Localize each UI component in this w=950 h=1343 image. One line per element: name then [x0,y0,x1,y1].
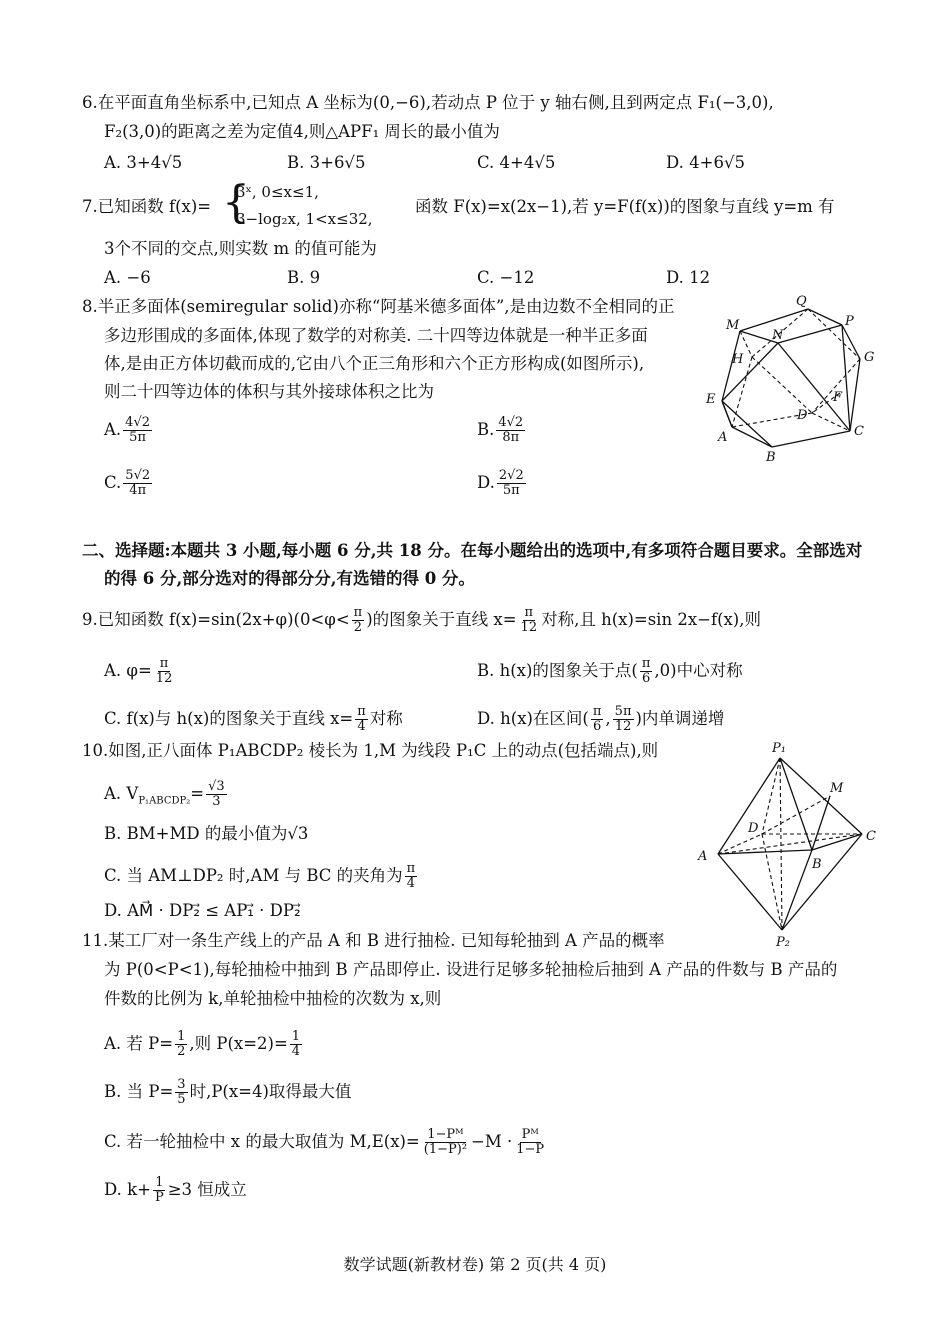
q8-option-d: D. $\frac{2√2}{5\pi}$ [477,468,524,498]
q8-option-c: C. $\frac{5√2}{4\pi}$ [104,468,151,498]
q11-option-b: B. 当 P= $\frac{3}{5}$ 时,P(x=4)取得最大值 [104,1077,352,1107]
q10-line1: 10.如图,正八面体 P₁ABCDP₂ 棱长为 1,M 为线段 P₁C 上的动点(包括端点),则 [82,741,659,760]
q8-figure-cuboctahedron [700,295,880,465]
q10-option-c: C. 当 AM⊥DP₂ 时,AM 与 BC 的夹角为 $\frac{\pi}{4}$ [104,861,416,891]
svg-text:P₁: P₁ [772,741,786,756]
q7-option-b: B. 9 [287,268,321,287]
q8-option-a: A. $\frac{4√2}{5\pi}$ [104,415,150,445]
q6-option-b: B. 3+6√5 [287,153,366,172]
q7-brace: { [222,177,250,228]
q10-figure-octahedron [690,738,890,948]
q9-option-a: A. φ= $\frac{\pi}{12}$ [104,656,173,686]
q8-line1: 8.半正多面体(semiregular solid)亦称“阿基米德多面体”,是由边数不全相同的正 [82,297,675,316]
q6-option-a: A. 3+4√5 [104,153,183,172]
q8-option-b: B. $\frac{4√2}{8\pi}$ [477,415,524,445]
q8-line4: 则二十四等边体的体积与其外接球体积之比为 [104,382,434,401]
q6-option-d: D. 4+6√5 [666,153,745,172]
q8-line2: 多边形围成的多面体,体现了数学的对称美. 二十四等边体就是一种半正多面 [104,326,648,345]
svg-text:F: F [833,390,843,405]
svg-text:D: D [748,821,759,836]
svg-text:B: B [812,857,822,872]
q7-option-c: C. −12 [477,268,535,287]
q6-option-c: C. 4+4√5 [477,153,556,172]
svg-text:M: M [830,781,844,796]
q7-prefix: 7.已知函数 f(x)= [82,197,212,216]
q7-case1: 3ˣ, 0≤x≤1, [236,183,319,201]
q8-line3: 体,是由正方体切截而成的,它由八个正三角形和六个正方形构成(如图所示), [104,354,645,373]
q10-option-d: D. AM⃗ · DP₂⃗ ≤ AP₁⃗ · DP₂⃗ [104,901,301,920]
q11-option-c: C. 若一轮抽检中 x 的最大取值为 M,E(x)= $\frac{\text{1−Pᴹ}}{\text{(1−P)²}}$ −M · $\frac{\text{Pᴹ}}{1-P}$ [104,1127,545,1157]
q9-option-d: D. h(x)在区间( $\frac{\pi}{6}$ , $\frac{5\pi}{12}$ )内单调递增 [477,704,725,734]
q6-line1: 6.在平面直角坐标系中,已知点 A 坐标为(0,−6),若动点 P 位于 y 轴右侧,且到两定点 F₁(−3,0), [82,93,774,112]
svg-text:C: C [866,829,876,844]
q7-option-d: D. 12 [666,268,711,287]
svg-text:D: D [797,408,808,423]
svg-text:E: E [706,392,716,407]
section2-line2: 的得 6 分,部分选对的得部分分,有选错的得 0 分。 [104,569,475,588]
page-footer: 数学试题(新教材卷) 第 2 页(共 4 页) [343,1255,607,1274]
q7-option-a: A. −6 [104,268,151,287]
svg-text:B: B [766,450,776,465]
q7-suffix: 函数 F(x)=x(2x−1),若 y=F(f(x))的图象与直线 y=m 有 [415,197,835,216]
svg-text:A: A [698,849,708,864]
svg-text:P: P [845,314,854,329]
q6-line2: F₂(3,0)的距离之差为定值4,则△APF₁ 周长的最小值为 [104,122,500,141]
q9-option-b: B. h(x)的图象关于点( $\frac{\pi}{6}$ ,0)中心对称 [477,656,743,686]
q10-option-a: A. $V_{P_1ABCDP_2}=$ $\frac{√3}{3}$ [104,779,225,809]
q9-option-c: C. f(x)与 h(x)的图象关于直线 x= $\frac{\pi}{4}$ 对称 [104,704,403,734]
q11-line2: 为 P(0<P<1),每轮抽检中抽到 B 产品即停止. 设进行足够多轮抽检后抽到 A 产品的件数与 B 产品的 [104,960,838,979]
q7-line2: 3个不同的交点,则实数 m 的值可能为 [104,239,377,258]
svg-text:P₂: P₂ [776,935,790,948]
q11-option-d: D. k+ $\frac{1}{P}$ ≥3 恒成立 [104,1175,247,1205]
svg-text:M: M [726,318,740,333]
section2-line1: 二、选择题:本题共 3 小题,每小题 6 分,共 18 分。在每小题给出的选项中,有多项符合题目要求。全部选对 [82,541,863,560]
q11-line3: 件数的比例为 k,单轮抽检中抽检的次数为 x,则 [104,989,442,1008]
q10-option-b: B. BM+MD 的最小值为√3 [104,824,309,843]
q9-line1: 9.已知函数 f(x)=sin(2x+φ)(0<φ< $\frac{\pi}{2}$ )的图象关于直线 x= $\frac{\pi}{12}$ 对称,且 h(x)=sin 2x−f(x),则 [82,605,761,635]
q7-case2: 3−log₂x, 1<x≤32, [236,210,373,228]
q11-option-a: A. 若 P= $\frac{1}{2}$ ,则 P(x=2)= $\frac{1}{4}$ [104,1029,301,1059]
svg-text:H: H [732,352,744,367]
q11-line1: 11.某工厂对一条生产线上的产品 A 和 B 进行抽检. 已知每轮抽到 A 产品的概率 [82,931,665,950]
svg-text:A: A [718,430,728,445]
svg-text:C: C [854,424,864,439]
svg-text:G: G [864,350,875,365]
svg-text:Q: Q [796,295,807,309]
svg-text:N: N [772,328,784,343]
